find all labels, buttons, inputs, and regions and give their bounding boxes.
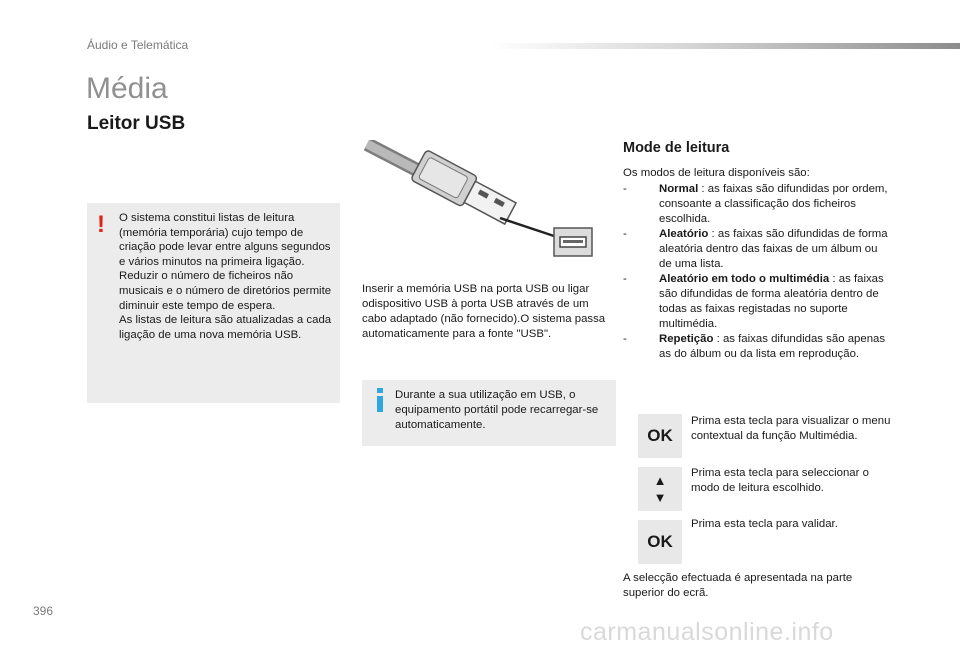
info-text: Durante a sua utilização em USB, o equipamento portátil pode recarregar-se automaticamente. [395,389,599,431]
header-decoration-bar [490,43,960,49]
list-item [623,332,888,362]
mode-term: Aleatório em todo o multimédia [659,273,830,285]
list-dash: - [623,333,627,345]
mode-term: Repetição [659,333,714,345]
watermark: carmanualsonline.info [580,618,834,646]
arrow-up-icon: ▲ [653,473,667,488]
page-subtitle: Leitor USB [87,113,186,134]
page-number: 396 [33,604,54,618]
mode-description: : as faixas são difundidas de forma aleatória dentro de todas as faixas registadas no suporte multimédia. [659,273,884,330]
info-icon [371,388,389,412]
selection-note: A selecção efectuada é apresentada na parte superior do ecrã. [623,572,853,599]
ok-validate-description: Prima esta tecla para validar. [691,518,838,530]
mode-term: Aleatório [659,228,709,240]
usb-plug-illustration [362,140,594,265]
ok-key-icon: OK [638,414,682,458]
list-item [623,272,888,332]
warning-box [87,203,340,403]
list-dash: - [623,228,627,240]
up-down-key-description: Prima esta tecla para seleccionar o modo de leitura escolhido. [691,467,869,494]
warning-text: O sistema constitui listas de leitura (memória temporária) cujo tempo de criação pode levar entre alguns segundos e vários minutos na primeira ligação. Reduzir o número de ficheiros não musicais e o número de diretórios permite diminuir este tempo de espera. As listas de leitura são atualizadas a cada ligação de uma nova memória USB. [119,212,332,341]
page-title: Média [86,72,168,105]
mode-description: : as faixas são difundidas de forma aleatória dentro das faixas de um álbum ou de uma lista. [659,228,888,270]
up-down-key-icon [638,467,682,511]
ok-key-description: Prima esta tecla para visualizar o menu contextual da função Multimédia. [691,415,891,442]
list-dash: - [623,273,627,285]
mode-term: Normal [659,183,699,195]
arrow-down-icon: ▼ [653,490,667,505]
reading-modes-list [623,182,888,362]
list-item [623,227,888,272]
reading-modes-intro: Os modos de leitura disponíveis são: [623,167,810,179]
warning-icon: ! [97,211,105,238]
ok-key-icon: OK [638,520,682,564]
usb-insert-instructions: Inserir a memória USB na porta USB ou ligar odispositivo USB à porta USB através de um cabo adaptado (não fornecido).O sistema passa automaticamente para a fonte "USB". [362,283,606,340]
info-box [362,380,616,446]
mode-description: : as faixas difundidas são apenas as do álbum ou da lista em reprodução. [659,333,886,360]
section-label: Áudio e Telemática [87,38,189,52]
reading-mode-heading: Mode de leitura [623,140,730,156]
list-dash: - [623,183,627,195]
mode-description: : as faixas são difundidas por ordem, consoante a classificação dos ficheiros escolhida. [659,183,888,225]
list-item [623,182,888,227]
